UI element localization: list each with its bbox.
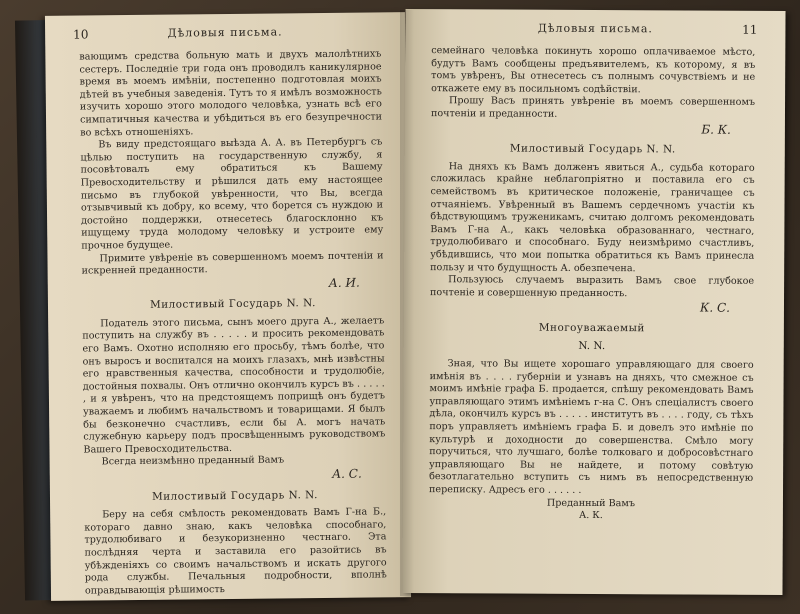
signature: А. И.: [328, 275, 360, 290]
paragraph: Зная, что Вы ищете хорошаго управляющаго для своего имѣнія въ . . . . губерніи и узнавъ на дняхъ, что смежное съ моимъ имѣніе графа Б. продается, спѣшу рекомендовать Вамъ управляющаго этимъ имѣніемъ г-на С. Онъ спеціалистъ своего дѣла, окончилъ курсъ въ . . . . . институтъ въ . . . . году, съ тѣхъ поръ управляетъ имѣніемъ графа Б. и довелъ это имѣніе по культурѣ и доходности до совершенства. Смѣло могу поручиться, что лучшаго, болѣе толковаго и добросовѣстнаго управляющаго Вы не найдете, и потому совѣтую безотлагательно вступить съ нимъ въ непосредственную переписку. Адресъ его . . . . . .: [428, 358, 754, 496]
left-running-head: Дѣловыя письма.: [167, 25, 283, 40]
left-page-number: 10: [73, 27, 89, 42]
signature: Б. К.: [701, 122, 731, 137]
signature: А. К.: [578, 510, 603, 522]
salutation: Милостивый Государь N. N.: [150, 297, 316, 312]
paragraph: семейнаго человѣка покинуть хорошо оплачиваемое мѣсто, будутъ Вамъ сообщены предъявителемъ, къ которому, я въ томъ увѣренъ, Вы отнесетесь съ полнымъ сочувствіемъ и не откажете ему въ посильномъ содѣйствіи.: [431, 45, 756, 96]
paragraph: Примите увѣреніе въ совершенномъ моемъ почтеніи и искренней преданности.: [81, 249, 384, 277]
salutation-name: N. N.: [578, 340, 606, 353]
left-page-header: [45, 24, 405, 44]
paragraph: Въ виду предстоящаго выѣзда А. А. въ Петербургъ съ цѣлью поступить на государственную службу, я посовѣтовалъ ему обратиться къ Вашему Превосходительству и рѣшился дать ему настоящее письмо въ глубокой увѣренности, что Вы, всегда отзывчивый къ добру, ко всему, что борется съ нуждою и достойно поддержки, отнесетесь благосклонно къ ищущему труда молодому человѣку и устроите ему прочное будущее.: [80, 136, 384, 252]
paragraph: На дняхъ къ Вамъ долженъ явиться А., судьба котораго сложилась крайне неблагопріятно и поставила его съ семействомъ въ критическое положеніе, граничащее съ отчаяніемъ. Увѣренный въ Вашемъ сердечномъ участіи къ бѣдствующимъ труженикамъ, считаю долгомъ рекомендовать Вамъ Г-на А., какъ человѣка образованнаго, честнаго, трудолюбиваго и способнаго. Буду неизмѣримо счастливъ, убѣдившись, что мои попытка обратиться къ Вамъ принесла пользу и что будущность А. обезпечена.: [430, 160, 755, 274]
right-page-header: [405, 21, 785, 39]
paragraph: Беру на себя смѣлость рекомендовать Вамъ Г-на Б., котораго давно знаю, какъ человѣка способнаго, трудолюбиваго и безукоризненно честнаго. Эта послѣдняя черта и заставила его разойтись въ убѣжденіяхъ со своимъ начальствомъ и искать другого рода службы. Печальныя подробности, вполнѣ оправдывающія рѣшимость: [84, 506, 387, 597]
paragraph: Всегда неизмѣнно преданный Вамъ: [101, 454, 285, 468]
right-running-head: Дѣловыя письма.: [537, 21, 653, 36]
left-page: [45, 12, 411, 601]
paragraph: вающимъ средства больную мать и двухъ малолѣтнихъ сестеръ. Последніе три года онъ проводилъ каникулярное время въ моемъ имѣніи, постепенно подготовлая моихъ дѣтей въ учебныя заведенія. Тутъ то я имѣлъ возможность изучить хорошо этого молодого человѣка, узнать всѣ его симпатичныя качества и убѣдиться въ его безупречности во всѣхъ отношеніяхъ.: [79, 48, 383, 139]
right-page-text: [429, 45, 755, 523]
paragraph: Прошу Васъ принять увѣреніе въ моемъ совершенномъ почтеніи и преданности.: [430, 95, 756, 120]
signature: К. С.: [700, 300, 731, 315]
signature: А. С.: [331, 466, 362, 481]
salutation: Многоуважаемый: [538, 321, 645, 335]
closing: Преданный Вамъ: [546, 497, 635, 509]
right-page-number: 11: [742, 22, 758, 37]
paragraph: Пользуюсь случаемъ выразить Вамъ свое глубокое почтеніе и совершенную преданность.: [430, 274, 755, 299]
salutation: Милостивый Государь N. N.: [152, 488, 318, 503]
right-page: [402, 9, 785, 595]
book-gutter-shadow: [400, 10, 414, 596]
salutation: Милостивый Государь N. N.: [509, 142, 676, 156]
left-page-text: [79, 48, 387, 597]
paragraph: Податель этого письма, сынъ моего друга А., желаетъ поступить на службу въ . . . . . и просить рекомендовать его Вамъ. Охотно исполняю его просьбу, тѣмъ болѣе, что онъ выросъ и воспитался на моихъ глазахъ, мнѣ извѣстны его нравственныя качества, способности и трудолюбіе, достойныя похвалы. Онъ отлично окончилъ курсъ въ . . . . . , и я увѣренъ, что на предстоящемъ поприщѣ онъ будетъ уважаемъ и любимъ начальствомъ и товарищами. Я былъ бы безконечно счастливъ, если бы А. могъ начать служебную карьеру подъ просвѣщеннымъ руководствомъ Вашего Превосходительства.: [82, 315, 386, 456]
